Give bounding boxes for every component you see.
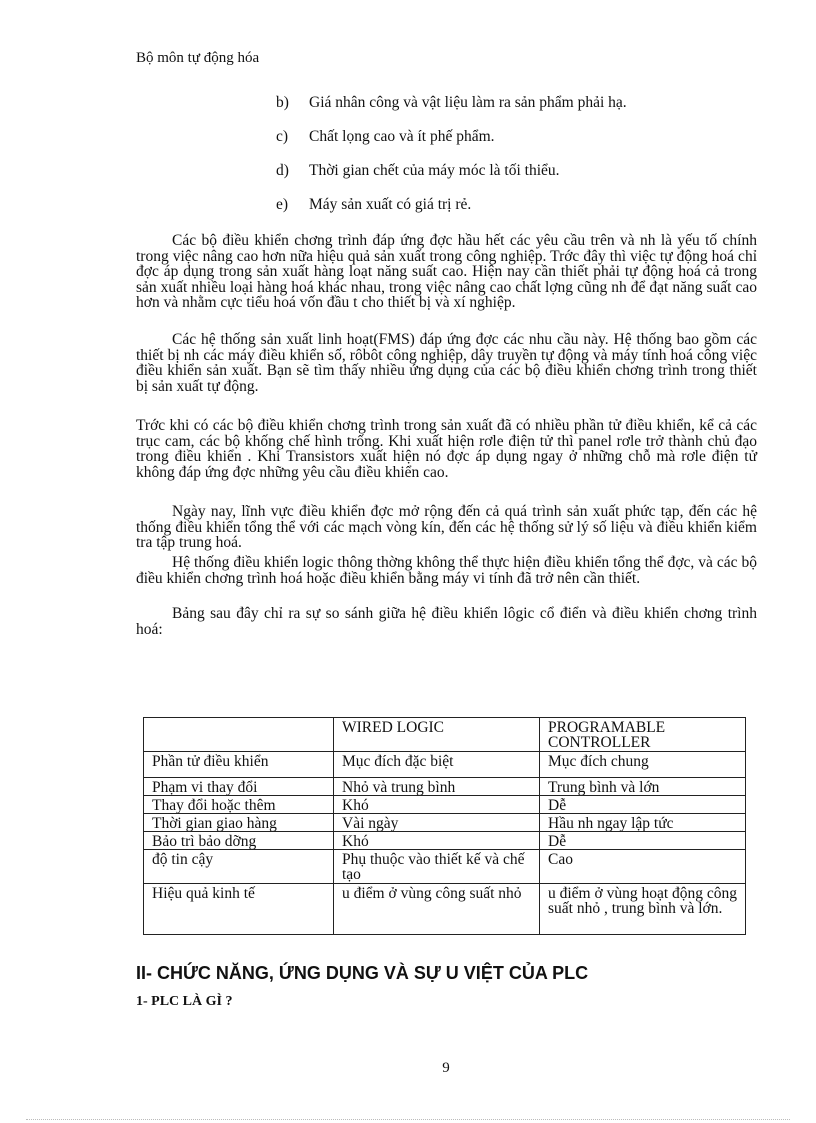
page-header: Bộ môn tự động hóa <box>136 50 260 66</box>
table-cell: Mục đích chung <box>540 752 746 778</box>
list-item-label: c) <box>276 128 289 145</box>
table-cell: Vài ngày <box>334 814 540 832</box>
table-cell: u điểm ở vùng công suất nhỏ <box>334 884 540 935</box>
table-cell: u điểm ở vùng hoạt động công suất nhỏ , trung bình và lớn. <box>540 884 746 935</box>
comparison-table <box>143 717 746 935</box>
table-row <box>144 850 746 884</box>
paragraph-plc-benefits: Các bộ điều khiển chơng trình đáp ứng đợc hầu hết các yêu cầu trên và nh là yếu tố chính trong việc nâng cao hơn nữa hiệu quả sản xuất trong công nghiệp. Trớc đây thì việc tự động hoá chỉ đợc áp dụng trong sản xuất hàng loạt năng suất cao. Hiện nay cần thiết phải tự động hoá cả trong sản xuất nhiều loại hàng hoá khác nhau, trong việc nâng cao chất lợng cũng nh để đạt năng suất cao hơn và nhằm cực tiểu hoá vốn đầu t cho thiết bị và xí nghiệp. <box>136 232 757 311</box>
table-row <box>144 796 746 814</box>
table-cell: Phạm vi thay đổi <box>144 778 334 796</box>
paragraph-conventional-logic: Hệ thống điều khiển logic thông thờng không thể thực hiện điều khiển tổng thể đợc, và các bộ điều khiển chơng trình hoá hoặc điều khiển bằng máy vi tính đã trở nên cần thiết. <box>136 554 757 587</box>
table-cell: Phần tử điều khiển <box>144 752 334 778</box>
subsection-heading: 1- PLC LÀ GÌ ? <box>136 994 233 1009</box>
table-cell: Hiệu quả kinh tế <box>144 884 334 935</box>
table-cell: Phụ thuộc vào thiết kế và chế tạo <box>334 850 540 884</box>
page-number: 9 <box>442 1060 450 1076</box>
table-cell: độ tin cậy <box>144 850 334 884</box>
table-cell: Trung bình và lớn <box>540 778 746 796</box>
list-item-text: Giá nhân công và vật liệu làm ra sản phẩm phải hạ. <box>309 94 627 111</box>
paragraph-today: Ngày nay, lĩnh vực điều khiển đợc mở rộng đến cả quá trình sản xuất phức tạp, đến các hệ thống điều khiển tổng thể với các mạch vòng kín, đến các hệ thống sử lý số liệu và điều khiển kiểm tra tập trung hoá. <box>136 503 757 551</box>
table-cell: Nhỏ và trung bình <box>334 778 540 796</box>
table-cell: Thay đổi hoặc thêm <box>144 796 334 814</box>
table-cell: Cao <box>540 850 746 884</box>
table-header-cell: WIRED LOGIC <box>334 718 540 752</box>
table-cell: Mục đích đặc biệt <box>334 752 540 778</box>
list-item <box>276 128 627 162</box>
table-row <box>144 832 746 850</box>
table-cell: Bảo trì bảo dỡng <box>144 832 334 850</box>
list-item-label: b) <box>276 94 289 111</box>
table-row <box>144 778 746 796</box>
table-row <box>144 814 746 832</box>
list-item-text: Chất lọng cao và ít phế phẩm. <box>309 128 495 145</box>
table-cell: Thời gian giao hàng <box>144 814 334 832</box>
list-item <box>276 196 627 230</box>
paragraph-table-intro: Bảng sau đây chỉ ra sự so sánh giữa hệ điều khiển lôgic cổ điển và điều khiển chơng trình hoá: <box>136 605 757 638</box>
table-header-cell <box>144 718 334 752</box>
paragraph-fms: Các hệ thống sản xuất linh hoạt(FMS) đáp ứng đợc các nhu cầu này. Hệ thống bao gồm các thiết bị nh các máy điều khiển số, rôbôt công nghiệp, dây truyền tự động và máy tính hoá công việc điều khiển sản xuất. Bạn sẽ tìm thấy nhiều ứng dụng của các bộ điều khiển chơng trình trong thiết bị sản xuất tự động. <box>136 331 757 395</box>
table-row <box>144 884 746 935</box>
list-item-text: Máy sản xuất có giá trị rẻ. <box>309 196 472 213</box>
table-header-row <box>144 718 746 752</box>
paragraph-history: Trớc khi có các bộ điều khiển chơng trình trong sản xuất đã có nhiều phần tử điều khiển, kể cả các trục cam, các bộ khống chế hình trống. Khi xuất hiện rơle điện tử thì panel rơle trở thành chủ đạo trong điều khiển . Khi Transistors xuất hiện nó đợc áp dụng ngay ở những chỗ mà rơle điện tử không đáp ứng đợc những yêu cầu điều khiển cao. <box>136 417 757 481</box>
list-item-text: Thời gian chết của máy móc là tối thiểu. <box>309 162 560 179</box>
table-cell: Khó <box>334 796 540 814</box>
table-cell: Dễ <box>540 796 746 814</box>
table-cell: Hầu nh ngay lập tức <box>540 814 746 832</box>
list-item-label: e) <box>276 196 289 213</box>
list-item <box>276 94 627 128</box>
table-row <box>144 752 746 778</box>
page-bottom-divider <box>26 1119 790 1120</box>
list-item-label: d) <box>276 162 289 179</box>
requirements-list <box>276 94 627 230</box>
list-item <box>276 162 627 196</box>
table-header-cell: PROGRAMABLE CONTROLLER <box>540 718 746 752</box>
table-cell: Dễ <box>540 832 746 850</box>
table-cell: Khó <box>334 832 540 850</box>
section-heading: II- CHỨC NĂNG, ỨNG DỤNG VÀ SỰ U VIỆT CỦA PLC <box>136 963 589 983</box>
